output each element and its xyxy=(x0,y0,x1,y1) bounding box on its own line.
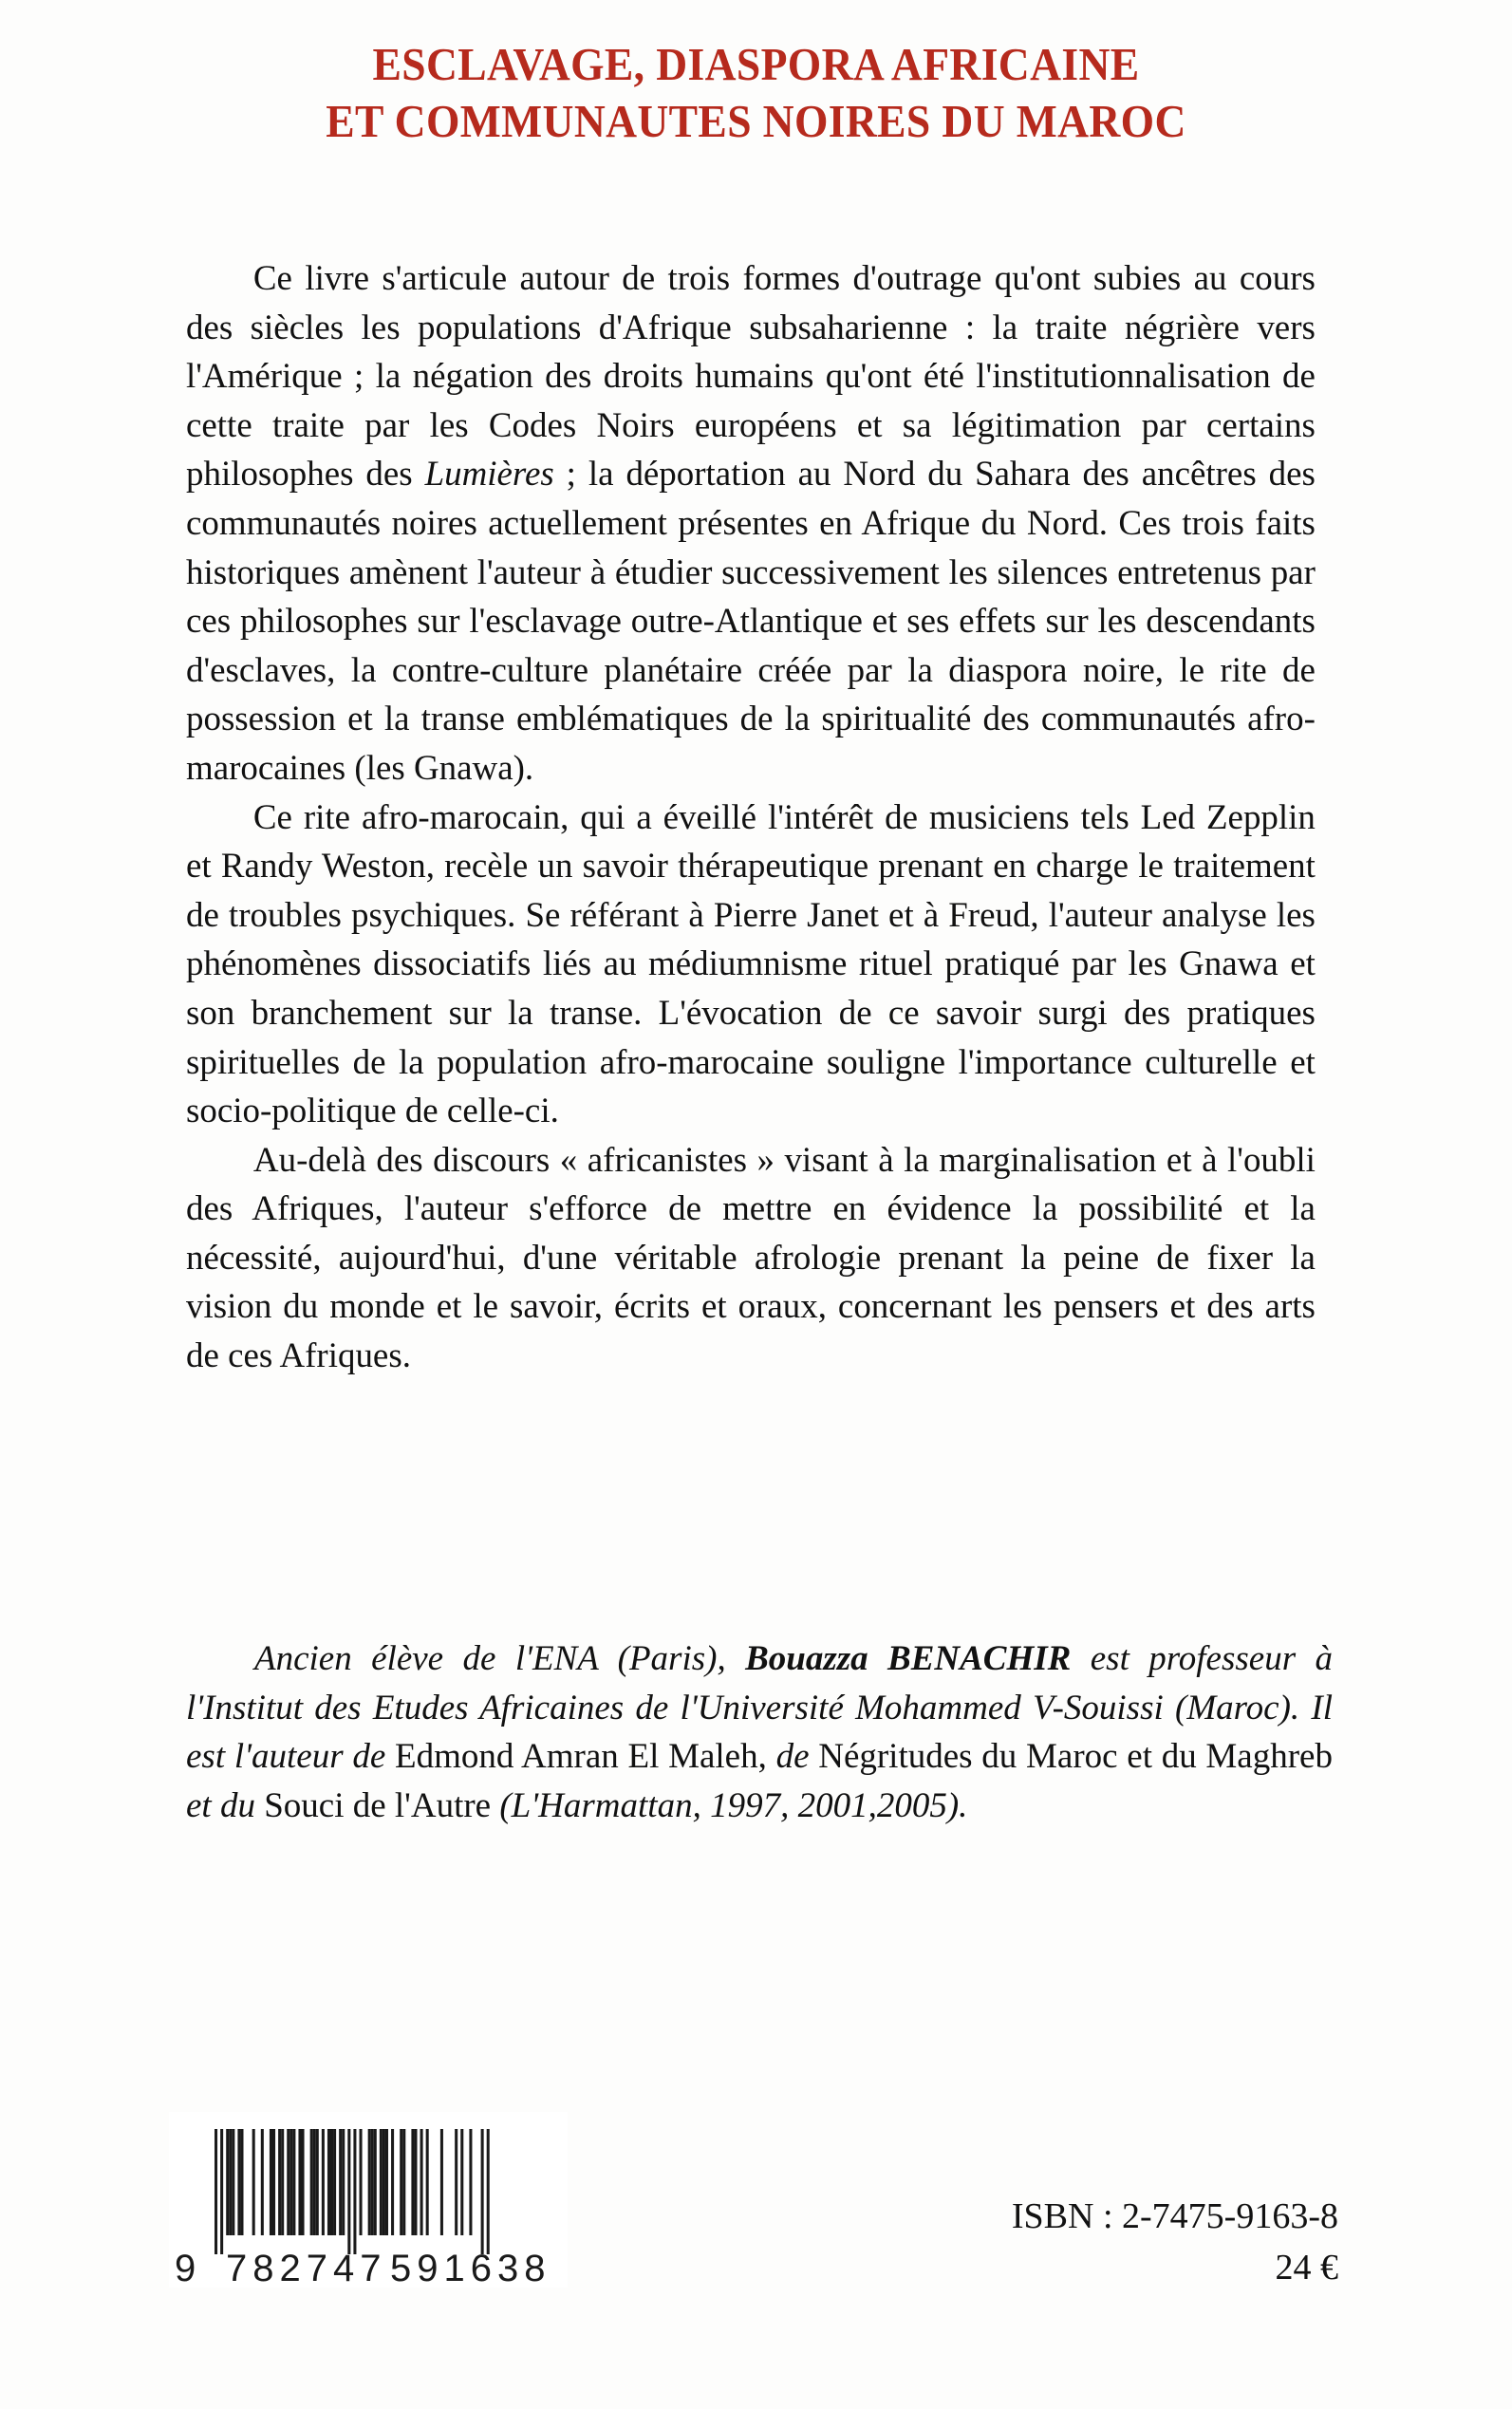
bio-connector-2: et du xyxy=(186,1785,265,1825)
bio-connector-1: de xyxy=(766,1737,819,1776)
title-line-1: ESCLAVAGE, DIASPORA AFRICAINE xyxy=(372,38,1140,90)
isbn-text: ISBN : 2-7475-9163-8 xyxy=(1011,2196,1338,2236)
barcode-svg xyxy=(169,2112,568,2288)
blurb-text xyxy=(186,254,1333,1381)
blurb-p1-segment-b: ; la déportation au Nord du Sahara des ancêtres des communautés noires actuellement présentes en Afrique du Nord. Ces trois faits historiques amènent l'auteur à étudier successivement les silences entretenus par ces philosophes sur l'esclavage outre-Atlantique et ses effets sur les descendants d'esclaves, la contre-culture planétaire créée par la diaspora noire, le rite de possession et la transe emblématiques de la spiritualité des communautés afro-marocaines (les Gnawa). xyxy=(186,455,1316,788)
book-title xyxy=(0,36,1512,150)
author-bio-paragraph xyxy=(186,1634,1333,1830)
bio-work-1: Edmond Amran El Maleh, xyxy=(394,1737,767,1776)
bio-work-2: Négritudes du Maroc et du Maghreb xyxy=(818,1737,1333,1776)
bio-publisher-note: (L'Harmattan, 1997, 2001,2005). xyxy=(499,1785,968,1825)
isbn-price-block xyxy=(1012,2191,1338,2293)
barcode-group-1: 782747 xyxy=(226,2248,387,2288)
title-line-2: ET COMMUNAUTES NOIRES DU MAROC xyxy=(326,94,1186,147)
blurb-p1-italic-lumieres: Lumières xyxy=(424,455,554,495)
barcode-group-2: 591638 xyxy=(390,2248,551,2288)
bio-segment-2: est professeur à l'Institut des Etudes Africaines de l'Université Mohammed V-Souissi (Maroc). Il est l'auteur de xyxy=(186,1639,1333,1776)
blurb-p1-segment-a: Ce livre s'articule autour de trois formes d'outrage qu'ont subies au cours des siècles les populations d'Afrique subsaharienne : la traite négrière vers l'Amérique ; la négation des droits humains qu'ont été l'institutionnalisation de cette traite par les Codes Noirs européens et sa légitimation par certains philosophes des xyxy=(186,259,1316,495)
blurb-paragraph-2: Ce rite afro-marocain, qui a éveillé l'intérêt de musiciens tels Led Zepplin et Randy Weston, recèle un savoir thérapeutique prenant en charge le traitement de troubles psychiques. Se référant à Pierre Janet et à Freud, l'auteur analyse les phénomènes dissociatifs liés au médiumnisme rituel pratiqué par les Gnawa et son branchement sur la transe. L'évocation de ce savoir surgi des pratiques spirituelles de la population afro-marocaine souligne l'importance culturelle et socio-politique de celle-ci. xyxy=(186,797,1316,1131)
bio-work-3: Souci de l'Autre xyxy=(264,1785,500,1825)
author-bio xyxy=(186,1634,1333,1830)
ean13-barcode xyxy=(169,2112,568,2288)
barcode-left-digit: 9 xyxy=(175,2248,196,2288)
blurb-paragraph-1 xyxy=(186,254,1316,794)
price-text: 24 € xyxy=(1275,2248,1338,2288)
blurb-paragraph-3: Au-delà des discours « africanistes » visant à la marginalisation et à l'oubli des Afriques, l'auteur s'efforce de mettre en évidence la possibilité et la nécessité, aujourd'hui, d'une véritable afrologie prenant la peine de fixer la vision du monde et le savoir, écrits et oraux, concernant les pensers et des arts de ces Afriques. xyxy=(186,1140,1316,1376)
author-name: Bouazza BENACHIR xyxy=(745,1639,1072,1678)
bio-segment-1: Ancien élève de l'ENA (Paris), xyxy=(254,1639,746,1678)
